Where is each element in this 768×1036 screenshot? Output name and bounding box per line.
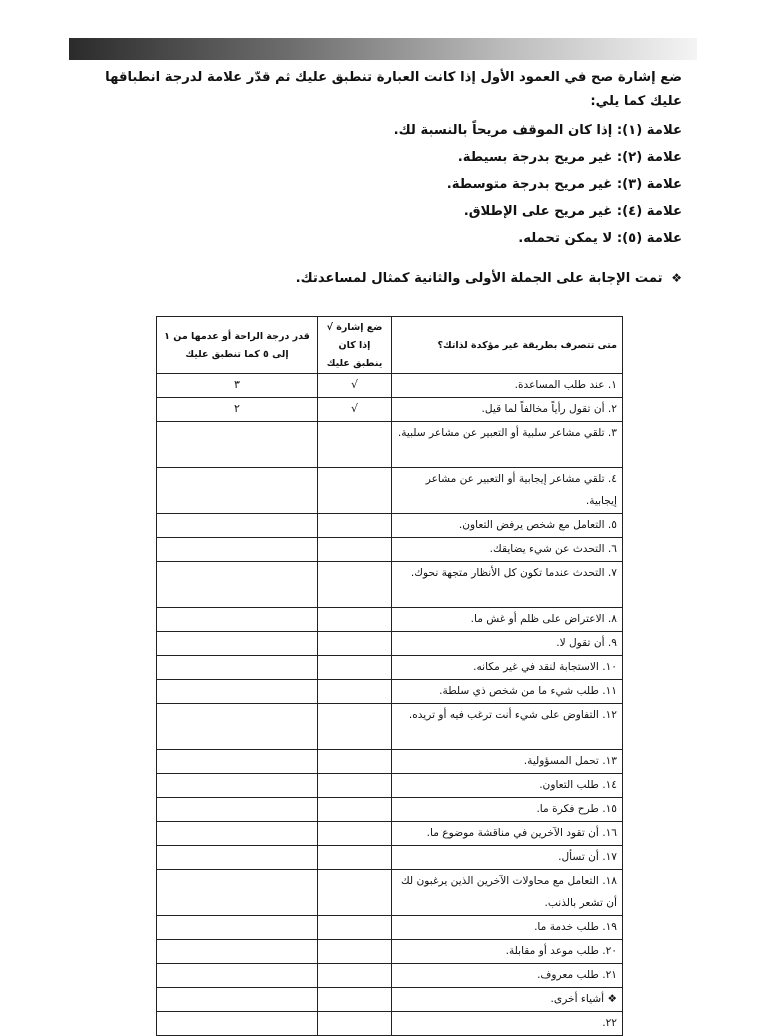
header-check: ضع إشارة √ إذا كان ينطبق عليك xyxy=(318,317,392,374)
row-score-cell[interactable] xyxy=(157,656,318,680)
row-check-cell[interactable] xyxy=(318,846,392,870)
row-score-cell[interactable] xyxy=(157,822,318,846)
table-row xyxy=(157,774,623,798)
row-check-cell[interactable] xyxy=(318,822,392,846)
table-row xyxy=(157,538,623,562)
scale-item-4: علامة (٤): غير مريح على الإطلاق. xyxy=(463,204,682,219)
table-row xyxy=(157,468,623,514)
row-score-cell[interactable]: ٢ xyxy=(157,398,318,422)
row-check-cell[interactable] xyxy=(318,680,392,704)
scale-item-2: علامة (٢): غير مريح بدرجة بسيطة. xyxy=(457,150,682,165)
row-check-cell[interactable] xyxy=(318,514,392,538)
table-row xyxy=(157,704,623,750)
row-item-text: ١٩. طلب خدمة ما. xyxy=(392,916,623,940)
table-row xyxy=(157,822,623,846)
row-score-cell[interactable] xyxy=(157,750,318,774)
row-check-cell[interactable] xyxy=(318,870,392,916)
table-row xyxy=(157,514,623,538)
table-row xyxy=(157,964,623,988)
row-score-cell[interactable] xyxy=(157,562,318,608)
table-row xyxy=(157,988,623,1012)
row-check-cell[interactable] xyxy=(318,750,392,774)
example-note-text: تمت الإجابة على الجملة الأولى والثانية كمثال لمساعدتك. xyxy=(295,271,663,286)
instructions-intro: ضع إشارة صح في العمود الأول إذا كانت العبارة تنطبق عليك ثم قدّر علامة لدرجة انطباقها عليك كما يلي: xyxy=(105,70,682,109)
row-score-cell[interactable] xyxy=(157,774,318,798)
instructions-block xyxy=(70,66,682,252)
row-score-cell[interactable]: ٣ xyxy=(157,374,318,398)
row-check-cell[interactable] xyxy=(318,562,392,608)
table-row xyxy=(157,422,623,468)
row-check-cell[interactable] xyxy=(318,774,392,798)
row-check-cell[interactable] xyxy=(318,916,392,940)
row-item-text: ٦. التحدث عن شيء يضايقك. xyxy=(392,538,623,562)
row-score-cell[interactable] xyxy=(157,680,318,704)
row-item-text: ١٥. طرح فكرة ما. xyxy=(392,798,623,822)
row-check-cell[interactable] xyxy=(318,468,392,514)
table-row xyxy=(157,750,623,774)
table-row xyxy=(157,798,623,822)
table-row xyxy=(157,916,623,940)
row-item-text: ٩. أن تقول لا. xyxy=(392,632,623,656)
row-score-cell[interactable] xyxy=(157,468,318,514)
row-item-text: ٣. تلقي مشاعر سلبية أو التعبير عن مشاعر سلبية. xyxy=(392,422,623,468)
row-check-cell[interactable]: √ xyxy=(318,374,392,398)
row-score-cell[interactable] xyxy=(157,870,318,916)
table-row xyxy=(157,632,623,656)
header-score: قدر درجة الراحة أو عدمها من ١ إلى ٥ كما تنطبق عليك xyxy=(157,317,318,374)
scale-item-3: علامة (٣): غير مريح بدرجة متوسطة. xyxy=(446,177,682,192)
table-row xyxy=(157,562,623,608)
row-item-text: ٨. الاعتراض على ظلم أو غش ما. xyxy=(392,608,623,632)
row-check-cell[interactable] xyxy=(318,632,392,656)
row-item-text: ١٦. أن تقود الآخرين في مناقشة موضوع ما. xyxy=(392,822,623,846)
diamond-bullet-icon: ❖ xyxy=(671,271,682,285)
row-score-cell[interactable] xyxy=(157,608,318,632)
row-check-cell[interactable] xyxy=(318,608,392,632)
row-item-text: ❖ أشياء أخرى. xyxy=(392,988,623,1012)
row-item-text: ١١. طلب شيء ما من شخص ذي سلطة. xyxy=(392,680,623,704)
row-check-cell[interactable] xyxy=(318,798,392,822)
row-score-cell[interactable] xyxy=(157,704,318,750)
scale-item-5: علامة (٥): لا يمكن تحمله. xyxy=(518,231,682,246)
row-check-cell[interactable] xyxy=(318,988,392,1012)
row-item-text: ٤. تلقي مشاعر إيجابية أو التعبير عن مشاعر إيجابية. xyxy=(392,468,623,514)
row-check-cell[interactable]: √ xyxy=(318,398,392,422)
row-check-cell[interactable] xyxy=(318,656,392,680)
row-score-cell[interactable] xyxy=(157,632,318,656)
row-item-text: ١٨. التعامل مع محاولات الآخرين الذين يرغبون لك أن تشعر بالذنب. xyxy=(392,870,623,916)
row-item-text: ٢٢. xyxy=(392,1012,623,1036)
row-item-text: ١. عند طلب المساعدة. xyxy=(392,374,623,398)
row-item-text: ٢. أن تقول رأياً مخالفاً لما قيل. xyxy=(392,398,623,422)
example-note xyxy=(70,271,682,286)
table-row xyxy=(157,846,623,870)
row-score-cell[interactable] xyxy=(157,964,318,988)
row-score-cell[interactable] xyxy=(157,422,318,468)
row-check-cell[interactable] xyxy=(318,422,392,468)
row-check-cell[interactable] xyxy=(318,940,392,964)
row-score-cell[interactable] xyxy=(157,988,318,1012)
table-row xyxy=(157,398,623,422)
row-item-text: ٢٠. طلب موعد أو مقابلة. xyxy=(392,940,623,964)
table-row xyxy=(157,940,623,964)
assertiveness-table xyxy=(156,316,623,1036)
table-row xyxy=(157,656,623,680)
row-check-cell[interactable] xyxy=(318,538,392,562)
scale-item-1: علامة (١): إذا كان الموقف مريحاً بالنسبة لك. xyxy=(393,123,682,138)
row-check-cell[interactable] xyxy=(318,964,392,988)
table-row xyxy=(157,680,623,704)
row-item-text: ٧. التحدث عندما تكون كل الأنظار متجهة نحوك. xyxy=(392,562,623,608)
table-row xyxy=(157,608,623,632)
table-row xyxy=(157,870,623,916)
row-item-text: ٥. التعامل مع شخص يرفض التعاون. xyxy=(392,514,623,538)
row-score-cell[interactable] xyxy=(157,916,318,940)
table-row xyxy=(157,374,623,398)
row-item-text: ١٣. تحمل المسؤولية. xyxy=(392,750,623,774)
row-item-text: ١٠. الاستجابة لنقد في غير مكانه. xyxy=(392,656,623,680)
row-item-text: ١٧. أن تسأل. xyxy=(392,846,623,870)
row-score-cell[interactable] xyxy=(157,940,318,964)
row-item-text: ١٢. التفاوض على شيء أنت ترغب فيه أو تريده. xyxy=(392,704,623,750)
row-check-cell[interactable] xyxy=(318,704,392,750)
row-score-cell[interactable] xyxy=(157,798,318,822)
row-score-cell[interactable] xyxy=(157,538,318,562)
row-score-cell[interactable] xyxy=(157,514,318,538)
table-header-row xyxy=(157,317,623,374)
row-item-text: ١٤. طلب التعاون. xyxy=(392,774,623,798)
header-gradient-bar xyxy=(69,38,697,60)
row-item-text: ٢١. طلب معروف. xyxy=(392,964,623,988)
header-item: متى تتصرف بطريقة غير مؤكدة لذاتك؟ xyxy=(392,317,623,374)
row-score-cell[interactable] xyxy=(157,846,318,870)
